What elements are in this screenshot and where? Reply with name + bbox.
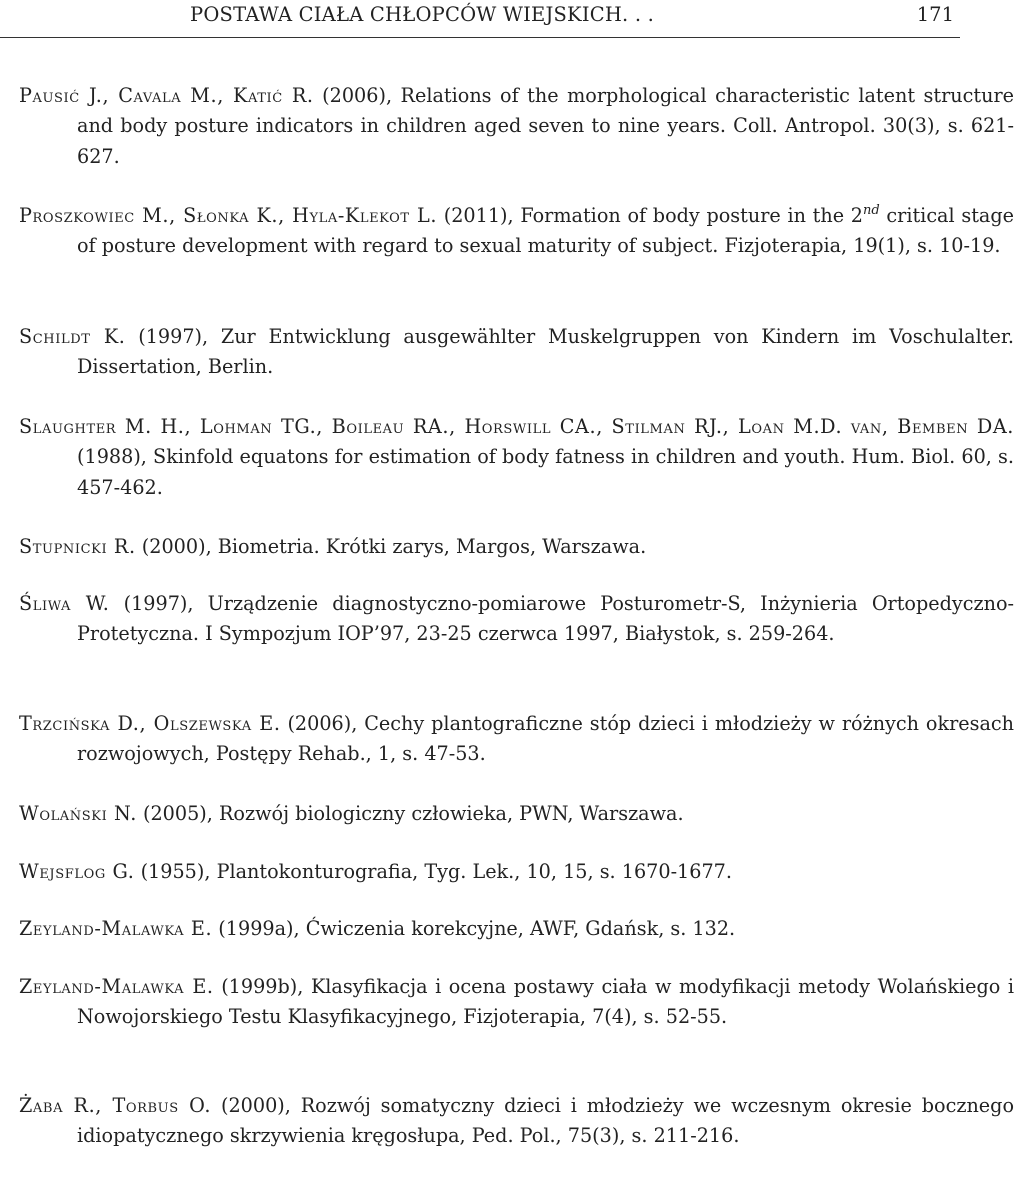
reference-authors: Zeyland-Malawka E. — [19, 975, 214, 998]
reference-item — [19, 914, 1014, 944]
reference-details: (1997), Zur Entwicklung ausgewählter Muskelgruppen von Kindern im Voschulalter. Dissertation, Berlin. — [77, 325, 1014, 379]
reference-item — [19, 532, 1014, 562]
reference-authors: Wejsflog G. — [19, 860, 135, 883]
reference-details: (2005), Rozwój biologiczny człowieka, PWN, Warszawa. — [136, 802, 684, 825]
reference-details: (2006), Cechy plantograficzne stóp dzieci i młodzieży w różnych okresach rozwojowych, Postępy Rehab., 1, s. 47-53. — [77, 712, 1014, 766]
reference-item — [19, 322, 1014, 383]
reference-authors: Stupnicki R. — [19, 535, 136, 558]
reference-item — [19, 589, 1014, 650]
reference-authors: Żaba R., Torbus O. — [19, 1094, 212, 1117]
reference-details: (1999b), Klasyfikacja i ocena postawy ciała w modyfikacji metody Wolańskiego i Nowojorskiego Testu Klasyfikacyjnego, Fizjoterapia, 7(4), s. 52-55. — [77, 975, 1014, 1029]
reference-authors: Schildt K. — [19, 325, 126, 348]
reference-details: (2011), Formation of body posture in the 2 — [437, 204, 863, 227]
reference-item — [19, 201, 1014, 262]
reference-details: (1997), Urządzenie diagnostyczno-pomiarowe Posturometr-S, Inżynieria Ortopedyczno-Protetyczna. I Sympozjum IOP’97, 23-25 czerwca 1997, Białystok, s. 259-264. — [77, 592, 1014, 646]
reference-item — [19, 709, 1014, 770]
reference-item — [19, 799, 1014, 829]
reference-details: critical stage of posture development with regard to sexual maturity of subject. Fizjoterapia, 19(1), s. 10-19. — [77, 204, 1014, 258]
reference-details: (2006), Relations of the morphological characteristic latent structure and body posture indicators in children aged seven to nine years. Coll. Antropol. 30(3), s. 621-627. — [77, 84, 1014, 168]
running-title: POSTAWA CIAŁA CHŁOPCÓW WIEJSKICH. . . — [190, 3, 655, 26]
reference-item — [19, 412, 1014, 503]
reference-details: (1988), Skinfold equatons for estimation of body fatness in children and youth. Hum. Biol. 60, s. 457-462. — [77, 445, 1014, 499]
reference-authors: Trzcińska D., Olszewska E. — [19, 712, 281, 735]
reference-details: (2000), Rozwój somatyczny dzieci i młodzieży we wczesnym okresie bocznego idiopatycznego skrzywienia kręgosłupa, Ped. Pol., 75(3), s. 211-216. — [77, 1094, 1014, 1148]
reference-details: (2000), Biometria. Krótki zarys, Margos, Warszawa. — [135, 535, 647, 558]
page-number: 171 — [916, 3, 954, 26]
reference-item — [19, 1091, 1014, 1152]
reference-details: (1955), Plantokonturografia, Tyg. Lek., 10, 15, s. 1670-1677. — [134, 860, 732, 883]
reference-item — [19, 972, 1014, 1033]
reference-authors: Śliwa W. — [19, 592, 110, 615]
reference-details: (1999a), Ćwiczenia korekcyjne, AWF, Gdańsk, s. 132. — [212, 917, 736, 940]
reference-authors: Zeyland-Malawka E. — [19, 917, 213, 940]
reference-authors: Pausić J., Cavala M., Katić R. — [19, 84, 314, 107]
reference-item — [19, 857, 1014, 887]
header-rule — [0, 37, 960, 38]
reference-authors: Wolański N. — [19, 802, 137, 825]
reference-authors: Slaughter M. H., Lohman TG., Boileau RA., Horswill CA., Stilman RJ., Loan M.D. van, Bemben DA. — [19, 415, 1014, 438]
reference-item — [19, 81, 1014, 172]
reference-authors: Proszkowiec M., Słonka K., Hyla-Klekot L. — [19, 204, 438, 227]
running-head — [0, 0, 960, 38]
reference-superscript: nd — [863, 203, 880, 218]
